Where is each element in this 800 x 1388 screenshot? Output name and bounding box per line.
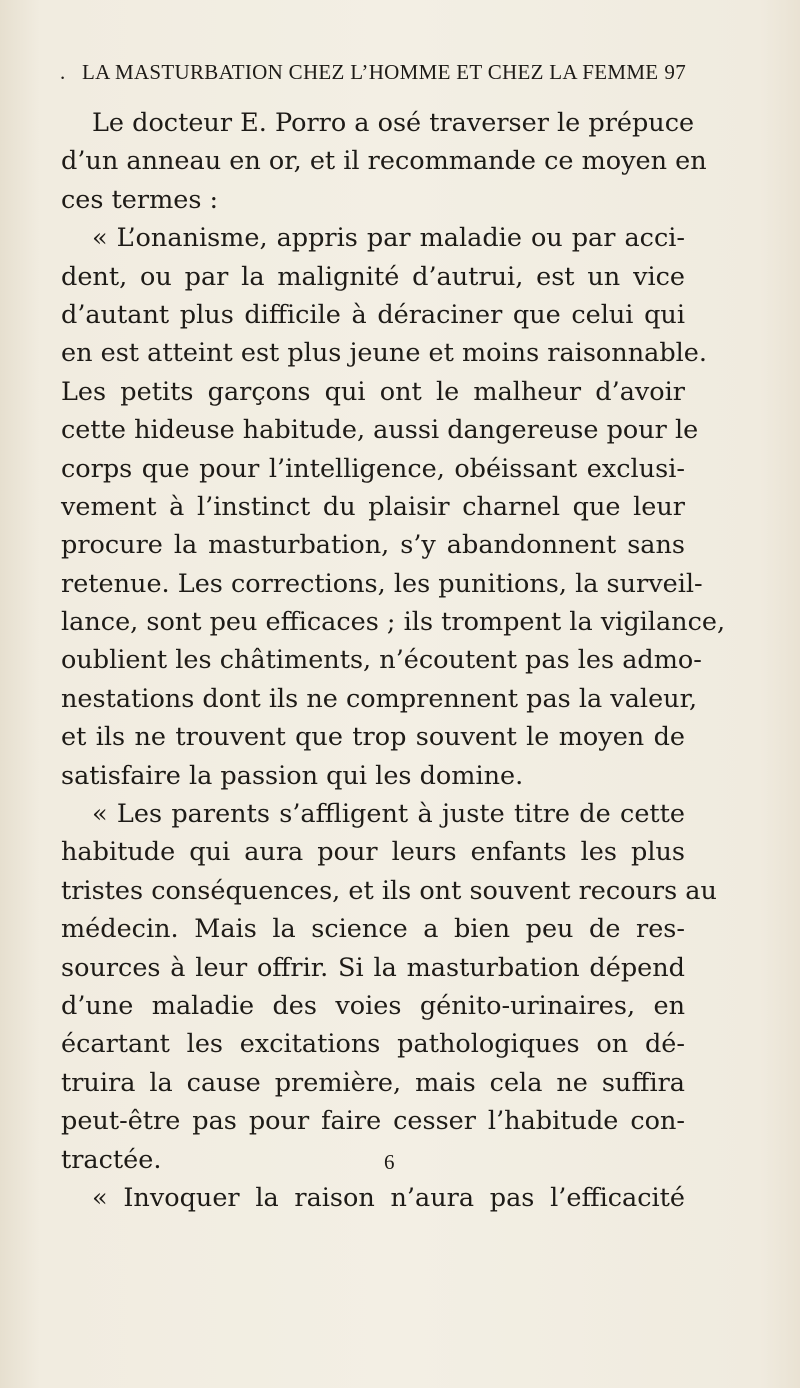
text-line: habitude qui aura pour leurs enfants les plus [61, 837, 685, 868]
text-line: oublient les châtiments, n’écoutent pas les admo- [61, 645, 702, 676]
text-line: truira la cause première, mais cela ne suffira [61, 1067, 685, 1098]
text-line: médecin. Mais la science a bien peu de res- [61, 914, 685, 945]
text-line: dent, ou par la malignité d’autrui, est un vice [61, 261, 685, 292]
text-line: lance, sont peu efficaces ; ils trompent la vigilance, [61, 607, 726, 638]
text-line: Le docteur E. Porro a osé traverser le prépuce [92, 108, 695, 138]
text-line: peut-être pas pour faire cesser l’habitude con- [61, 1106, 685, 1137]
text-line: Les petits garçons qui ont le malheur d’avoir [61, 376, 685, 407]
text-line: écartant les excitations pathologiques on dé- [61, 1029, 685, 1060]
text-line: retenue. Les corrections, les punitions, la surveil- [61, 568, 703, 599]
signature-mark: 6 [384, 1150, 395, 1174]
text-line: nestations dont ils ne comprennent pas la valeur, [61, 683, 698, 714]
text-line: « Invoquer la raison n’aura pas l’efficacité [92, 1182, 685, 1213]
text-line: tristes conséquences, et ils ont souvent recours au [61, 875, 717, 906]
header-mark: . [60, 60, 66, 84]
running-header [60, 60, 686, 92]
text-line: et ils ne trouvent que trop souvent le moyen de [61, 722, 685, 753]
text-line: cette hideuse habitude, aussi dangereuse pour le [61, 415, 699, 446]
text-line: « L’onanisme, appris par maladie ou par acci- [92, 223, 685, 254]
text-line: corps que pour l’intelligence, obéissant exclusi- [61, 453, 685, 484]
text-line: vement à l’instinct du plaisir charnel que leur [61, 491, 685, 522]
running-title: LA MASTURBATION CHEZ L’HOMME ET CHEZ LA FEMME [82, 60, 659, 84]
text-line: tractée. [61, 1144, 162, 1175]
text-line: sources à leur offrir. Si la masturbation dépend [61, 952, 685, 983]
text-line: d’autant plus difficile à déraciner que celui qui [61, 299, 685, 330]
text-line: « Les parents s’affligent à juste titre de cette [92, 799, 685, 830]
text-line: ces termes : [61, 184, 219, 215]
text-line: procure la masturbation, s’y abandonnent sans [61, 530, 685, 561]
text-line: en est atteint est plus jeune et moins raisonnable. [61, 338, 707, 369]
body-text [61, 104, 726, 1217]
page-number: 97 [664, 60, 686, 84]
text-line: d’une maladie des voies génito-urinaires, en [61, 990, 685, 1021]
text-line: satisfaire la passion qui les domine. [61, 760, 524, 791]
text-line: d’un anneau en or, et il recommande ce moyen en [61, 146, 707, 177]
